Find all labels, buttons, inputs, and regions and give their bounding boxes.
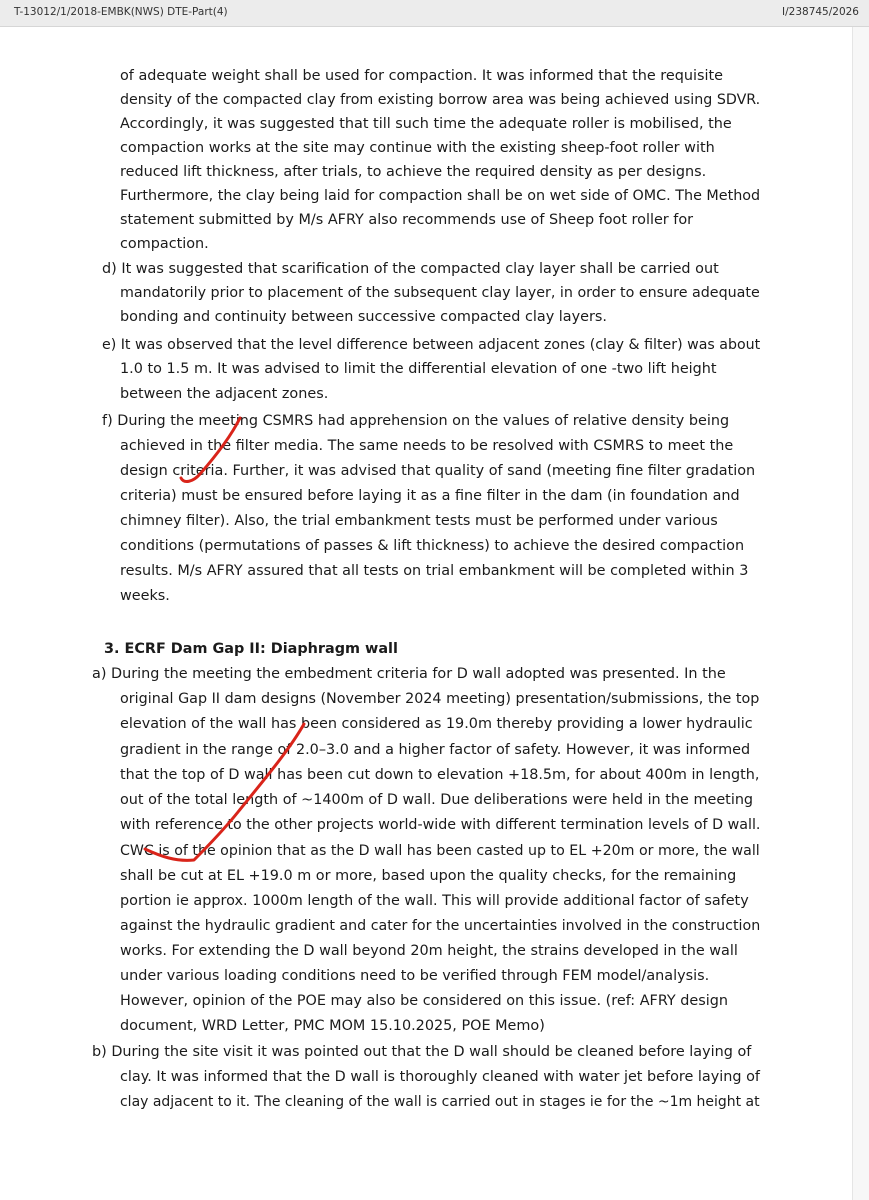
text-line: b) During the site visit it was pointed out that the D wall should be cleaned before laying of [92,1044,752,1060]
text-line: clay. It was informed that the D wall is thoroughly cleaned with water jet before laying of [120,1069,760,1085]
text-line: bonding and continuity between successive compacted clay layers. [120,309,607,325]
text-line: between the adjacent zones. [120,386,329,402]
text-line: under various loading conditions need to be verified through FEM model/analysis. [120,968,710,984]
text-line: statement submitted by M/s AFRY also recommends use of Sheep foot roller for [120,212,694,228]
text-line: Furthermore, the clay being laid for compaction shall be on wet side of OMC. The Method [120,188,761,204]
text-line: compaction. [120,236,209,252]
text-line: portion ie approx. 1000m length of the wall. This will provide additional factor of safety [120,893,749,909]
text-line: 1.0 to 1.5 m. It was advised to limit the differential elevation of one -two lift height [120,361,717,377]
text-line: conditions (permutations of passes & lift thickness) to achieve the desired compaction [120,538,745,554]
text-line: e) It was observed that the level difference between adjacent zones (clay & filter) was about [102,337,761,353]
text-line: document, WRD Letter, PMC MOM 15.10.2025, POE Memo) [120,1018,545,1034]
text-line: f) During the meeting CSMRS had apprehension on the values of relative density being [102,413,730,429]
text-line: d) It was suggested that scarification of the compacted clay layer shall be carried out [102,261,719,277]
text-line: out of the total length of ~1400m of D wall. Due deliberations were held in the meeting [120,792,754,808]
text-line: weeks. [120,588,170,604]
document-number: I/238745/2026 [782,6,859,18]
text-line: shall be cut at EL +19.0 m or more, based upon the quality checks, for the remaining [120,868,737,884]
text-line: design criteria. Further, it was advised that quality of sand (meeting fine filter gradation [120,463,756,479]
text-line: criteria) must be ensured before laying it as a fine filter in the dam (in foundation and [120,488,740,504]
text-line: original Gap II dam designs (November 2024 meeting) presentation/submissions, the top [120,691,760,707]
text-line: Accordingly, it was suggested that till such time the adequate roller is mobilised, the [120,116,732,132]
text-line: reduced lift thickness, after trials, to achieve the required density as per designs. [120,164,707,180]
text-line: of adequate weight shall be used for compaction. It was informed that the requisite [120,68,723,84]
text-line: achieved in the filter media. The same needs to be resolved with CSMRS to meet the [120,438,734,454]
text-line: gradient in the range of 2.0–3.0 and a higher factor of safety. However, it was informed [120,742,751,758]
text-line: CWC is of the opinion that as the D wall has been casted up to EL +20m or more, the wall [120,843,760,859]
scrollbar[interactable] [852,27,869,1200]
text-line: chimney filter). Also, the trial embankment tests must be performed under various [120,513,718,529]
text-line: with reference to the other projects world-wide with different termination levels of D wall. [120,817,761,833]
text-line: 3. ECRF Dam Gap II: Diaphragm wall [104,641,398,657]
file-reference: T-13012/1/2018-EMBK(NWS) DTE-Part(4) [14,6,228,18]
text-line: clay adjacent to it. The cleaning of the wall is carried out in stages ie for the ~1m height at [120,1094,760,1110]
text-line: that the top of D wall has been cut down to elevation +18.5m, for about 400m in length, [120,767,760,783]
text-line: However, opinion of the POE may also be considered on this issue. (ref: AFRY design [120,993,729,1009]
document-page [0,27,852,1200]
text-line: mandatorily prior to placement of the subsequent clay layer, in order to ensure adequate [120,285,760,301]
pdf-header-bar [0,0,869,27]
text-line: elevation of the wall has been considered as 19.0m thereby providing a lower hydraulic [120,716,753,732]
text-line: a) During the meeting the embedment criteria for D wall adopted was presented. In the [92,666,726,682]
text-line: works. For extending the D wall beyond 20m height, the strains developed in the wall [120,943,738,959]
text-line: results. M/s AFRY assured that all tests on trial embankment will be completed within 3 [120,563,749,579]
text-line: density of the compacted clay from existing borrow area was being achieved using SDVR. [120,92,761,108]
text-line: against the hydraulic gradient and cater for the uncertainties involved in the construction [120,918,761,934]
text-line: compaction works at the site may continue with the existing sheep-foot roller with [120,140,715,156]
